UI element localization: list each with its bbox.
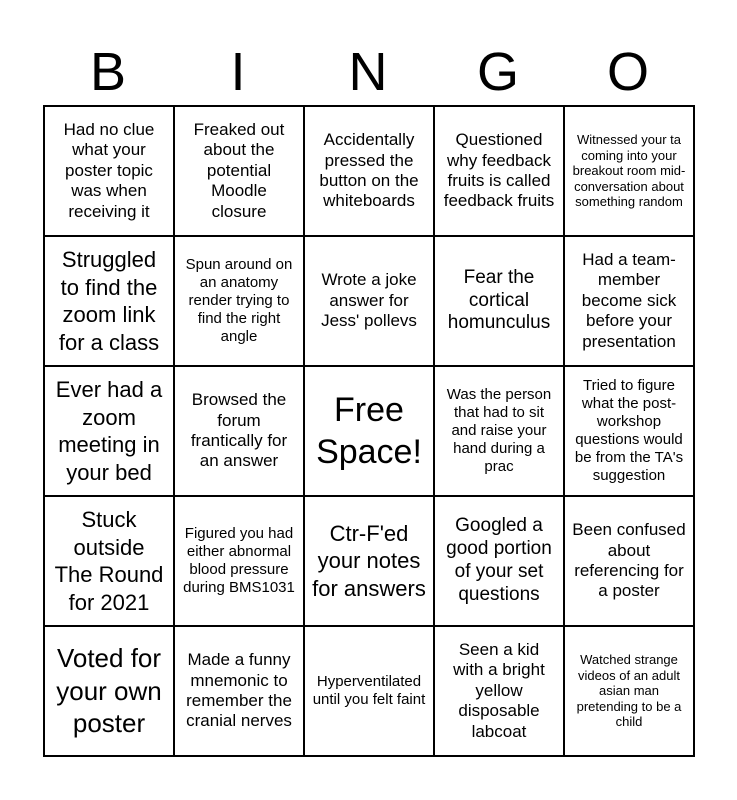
- bingo-cell: [435, 367, 563, 495]
- bingo-cell: [305, 237, 433, 365]
- cell-text: Stuck outside The Round for 2021: [54, 507, 164, 615]
- cell-text: Freaked out about the potential Moodle closure: [193, 120, 285, 221]
- cell-text: Had no clue what your poster topic was when receiving it: [63, 120, 155, 221]
- bingo-cell: [45, 237, 173, 365]
- bingo-cell: [435, 237, 563, 365]
- bingo-header: [43, 40, 693, 104]
- free-space-text: Free Space!: [316, 390, 422, 471]
- cell-text: Seen a kid with a bright yellow disposable labcoat: [453, 640, 545, 741]
- bingo-cell: [435, 497, 563, 625]
- bingo-cell: [175, 367, 303, 495]
- cell-text: Tried to figure what the post-workshop questions would be from the TA's suggestion: [574, 377, 684, 484]
- bingo-cell: [45, 107, 173, 235]
- bingo-cell: [565, 497, 693, 625]
- cell-text: Fear the cortical homunculus: [447, 266, 551, 334]
- bingo-cell: [175, 627, 303, 755]
- cell-text: Struggled to find the zoom link for a class: [58, 247, 160, 355]
- cell-text: Accidentally pressed the button on the whiteboards: [319, 130, 419, 211]
- cell-text: Hyperventilated until you felt faint: [312, 673, 426, 708]
- cell-text: Ever had a zoom meeting in your bed: [55, 377, 163, 485]
- cell-text: Watched strange videos of an adult asian man pretending to be a child: [576, 652, 682, 730]
- bingo-cell: [305, 627, 433, 755]
- header-letter-b: B: [89, 42, 127, 102]
- cell-text: Googled a good portion of your set questions: [446, 515, 552, 605]
- cell-text: Made a funny mnemonic to remember the cranial nerves: [186, 650, 292, 731]
- bingo-cell: [45, 367, 173, 495]
- bingo-cell: [45, 627, 173, 755]
- bingo-cell: [175, 497, 303, 625]
- cell-text: Voted for your own poster: [56, 643, 162, 739]
- cell-text: Had a team-member become sick before your presentation: [581, 250, 677, 351]
- cell-text: Ctr-F'ed your notes for answers: [312, 520, 426, 601]
- cell-text: Spun around on an anatomy render trying to find the right angle: [185, 256, 293, 345]
- bingo-cell: [565, 367, 693, 495]
- header-letter-i: I: [230, 42, 246, 102]
- header-letter-o: O: [606, 42, 649, 102]
- header-letter-n: N: [348, 42, 388, 102]
- cell-text: Questioned why feedback fruits is called feedback fruits: [443, 130, 555, 211]
- bingo-cell: [175, 237, 303, 365]
- bingo-cell: [45, 497, 173, 625]
- free-space-cell: [305, 367, 433, 495]
- bingo-cell: [565, 237, 693, 365]
- bingo-cell: [175, 107, 303, 235]
- cell-text: Witnessed your ta coming into your breakout room mid-conversation about something random: [572, 132, 686, 210]
- cell-text: Been confused about referencing for a poster: [572, 520, 686, 601]
- cell-text: Browsed the forum frantically for an answer: [190, 390, 288, 471]
- bingo-board: [43, 105, 695, 757]
- cell-text: Wrote a joke answer for Jess' pollevs: [321, 270, 417, 331]
- bingo-cell: [435, 627, 563, 755]
- cell-text: Figured you had either abnormal blood pressure during BMS1031: [183, 525, 295, 596]
- bingo-cell: [305, 497, 433, 625]
- bingo-cell: [435, 107, 563, 235]
- bingo-cell: [565, 107, 693, 235]
- bingo-cell: [565, 627, 693, 755]
- bingo-cell: [305, 107, 433, 235]
- header-letter-g: G: [476, 42, 519, 102]
- cell-text: Was the person that had to sit and raise your hand during a prac: [446, 386, 552, 475]
